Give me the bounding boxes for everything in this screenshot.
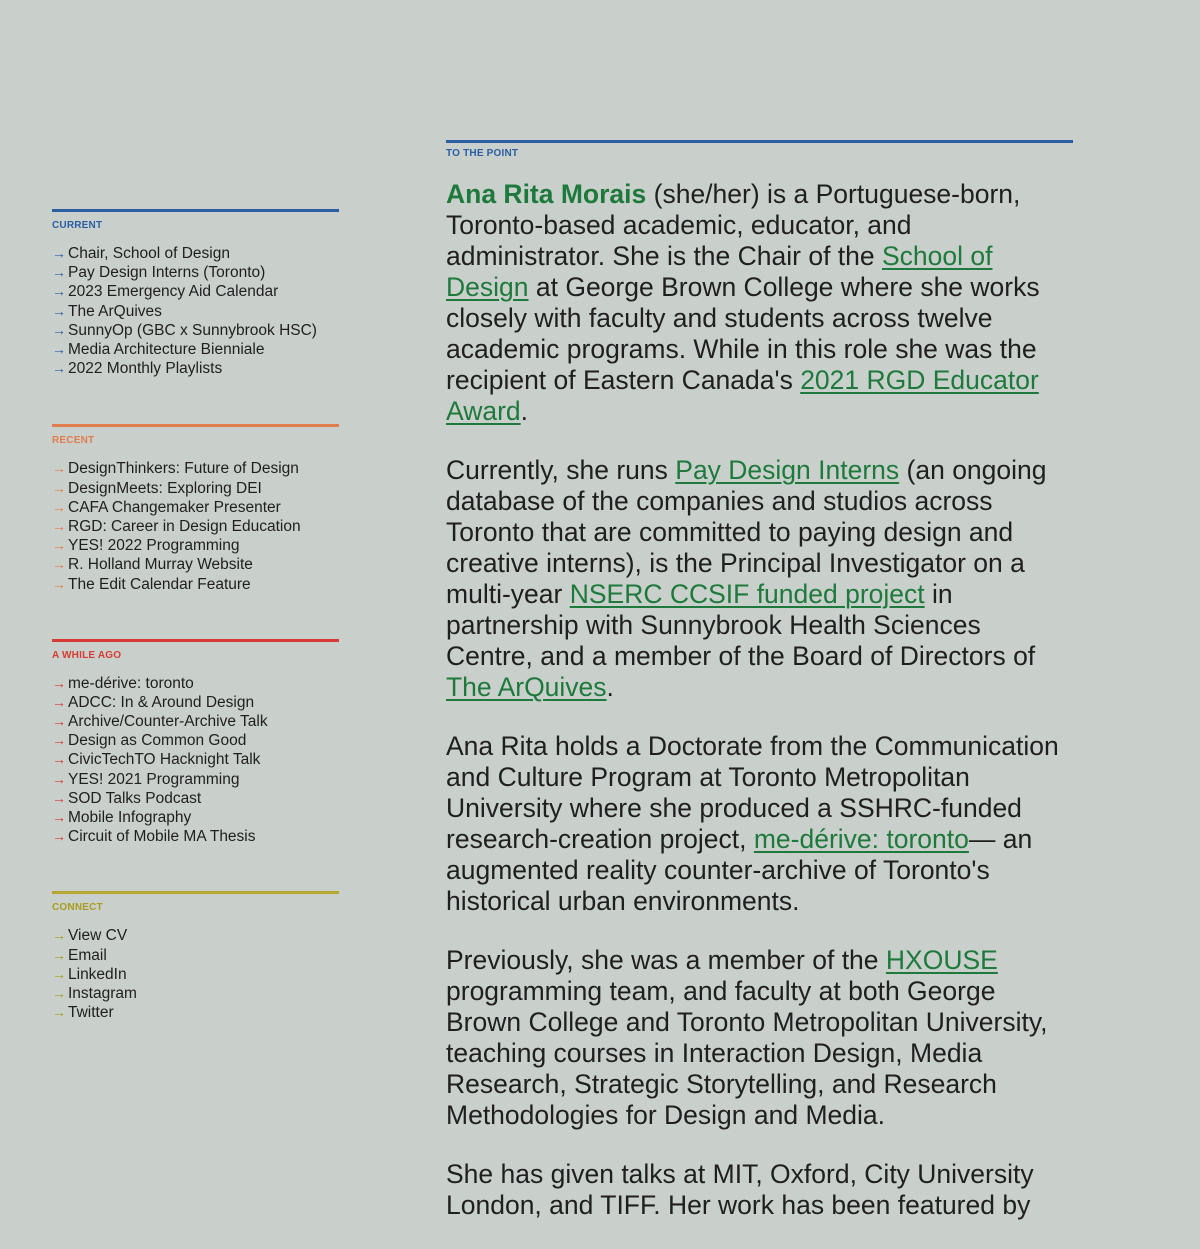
arrow-right-icon: →: [52, 984, 66, 1001]
arrow-right-icon: →: [52, 965, 66, 982]
arrow-right-icon: →: [52, 264, 66, 281]
sidebar-link-label: Instagram: [68, 984, 137, 1002]
arrow-right-icon: →: [52, 479, 66, 496]
section-connect: [52, 891, 339, 1022]
arrow-right-icon: →: [52, 674, 66, 691]
sidebar-link[interactable]: [52, 555, 339, 574]
arrow-right-icon: →: [52, 341, 66, 358]
sidebar-link[interactable]: [52, 770, 339, 789]
sidebar: [52, 209, 339, 1022]
sidebar-link-label: The Edit Calendar Feature: [68, 575, 251, 593]
bio-text: .: [606, 672, 614, 702]
section-heading-current: CURRENT: [52, 220, 103, 231]
sidebar-link[interactable]: [52, 1003, 339, 1022]
bio-text: (she/her) is a Portuguese-born, Toronto-based academic, educator, and administrator. She is the Chair of the: [446, 179, 1021, 271]
arrow-right-icon: →: [52, 809, 66, 826]
arrow-right-icon: →: [52, 713, 66, 730]
section-heading-connect: CONNECT: [52, 902, 103, 914]
sidebar-link-label: Chair, School of Design: [68, 245, 230, 263]
arrow-right-icon: →: [52, 770, 66, 787]
arrow-right-icon: →: [52, 751, 66, 768]
sidebar-link[interactable]: [52, 359, 339, 378]
arrow-right-icon: →: [52, 517, 66, 534]
sidebar-link[interactable]: [52, 750, 339, 769]
connect-list: [52, 926, 339, 1022]
sidebar-link-label: Pay Design Interns (Toronto): [68, 264, 266, 282]
bio-text: (an ongoing database of the companies and studios across Toronto that are committed to paying design and creative interns), is the Principal Investigator on a multi-year: [446, 455, 1047, 609]
sidebar-link[interactable]: [52, 731, 339, 750]
section-current: [52, 209, 339, 378]
arrow-right-icon: →: [52, 789, 66, 806]
bio-text: in partnership with Sunnybrook Health Sciences Centre, and a member of the Board of Directors of: [446, 579, 1036, 671]
sidebar-link-label: ADCC: In & Around Design: [68, 693, 255, 711]
sidebar-link[interactable]: [52, 984, 339, 1003]
section-heading-recent: RECENT: [52, 435, 95, 447]
sidebar-link[interactable]: [52, 965, 339, 984]
arrow-right-icon: →: [52, 575, 66, 592]
sidebar-link[interactable]: [52, 459, 339, 478]
sidebar-link[interactable]: [52, 808, 339, 827]
bio-text: She has given talks at MIT, Oxford, City University London, and TIFF. Her work has been featured by: [446, 1159, 1034, 1220]
bio-paragraph-4: [446, 945, 1073, 1131]
sidebar-link[interactable]: [52, 498, 339, 517]
sidebar-link-label: CAFA Changemaker Presenter: [68, 498, 281, 516]
section-a-while-ago: [52, 639, 339, 847]
sidebar-link-label: CivicTechTO Hacknight Talk: [68, 751, 261, 769]
sidebar-link[interactable]: [52, 674, 339, 693]
section-recent: [52, 424, 339, 593]
sidebar-link-label: The ArQuives: [68, 302, 162, 320]
sidebar-link[interactable]: [52, 926, 339, 945]
person-name: Ana Rita Morais: [446, 179, 647, 209]
sidebar-link[interactable]: [52, 693, 339, 712]
sidebar-link[interactable]: [52, 244, 339, 263]
arrow-right-icon: →: [52, 927, 66, 944]
arrow-right-icon: →: [52, 556, 66, 573]
sidebar-link[interactable]: [52, 340, 339, 359]
a-while-ago-list: [52, 674, 339, 847]
sidebar-link-label: Circuit of Mobile MA Thesis: [68, 828, 256, 846]
arrow-right-icon: →: [52, 693, 66, 710]
sidebar-link-label: View CV: [68, 927, 128, 945]
arrow-right-icon: →: [52, 537, 66, 554]
bio-text: at George Brown College where she works closely with faculty and students across twelve academic programs. While in this role she was the recipient of Eastern Canada's: [446, 272, 1040, 395]
sidebar-link[interactable]: [52, 282, 339, 301]
sidebar-link-label: Media Architecture Bienniale: [68, 341, 265, 359]
main-divider: [446, 140, 1073, 161]
pay-design-interns-link[interactable]: Pay Design Interns: [675, 455, 900, 485]
sidebar-link-label: SOD Talks Podcast: [68, 789, 202, 807]
sidebar-link-label: YES! 2021 Programming: [68, 770, 240, 788]
sidebar-link-label: 2022 Monthly Playlists: [68, 360, 223, 378]
sidebar-link[interactable]: [52, 946, 339, 965]
sidebar-link-label: SunnyOp (GBC x Sunnybrook HSC): [68, 321, 317, 339]
sidebar-link[interactable]: [52, 263, 339, 282]
bio-text: Currently, she runs: [446, 455, 676, 485]
sidebar-link[interactable]: [52, 574, 339, 593]
sidebar-link-label: RGD: Career in Design Education: [68, 517, 301, 535]
bio-paragraph-1: [446, 179, 1073, 427]
sidebar-link-label: Archive/Counter-Archive Talk: [68, 713, 268, 731]
sidebar-link[interactable]: [52, 302, 339, 321]
section-heading-a-while-ago: A WHILE AGO: [52, 649, 122, 661]
sidebar-link-label: R. Holland Murray Website: [68, 556, 253, 574]
sidebar-link[interactable]: [52, 827, 339, 846]
bio-paragraph-5: [446, 1159, 1073, 1221]
sidebar-link-label: Twitter: [68, 1004, 114, 1022]
bio-text: — an augmented reality counter-archive of Toronto's historical urban environments.: [446, 824, 1033, 916]
school-of-design-link[interactable]: School of Design: [446, 241, 993, 302]
arrow-right-icon: →: [52, 946, 66, 963]
sidebar-link[interactable]: [52, 536, 339, 555]
sidebar-link-label: Email: [68, 946, 107, 964]
arrow-right-icon: →: [52, 302, 66, 319]
arrow-right-icon: →: [52, 1004, 66, 1021]
sidebar-link-label: me-dérive: toronto: [68, 674, 194, 692]
bio-text: programming team, and faculty at both George Brown College and Toronto Metropolitan University, teaching courses in Interaction Design, Media Research, Strategic Storytelling, and Research Methodologies for Design and Media.: [446, 976, 1048, 1130]
arrow-right-icon: →: [52, 283, 66, 300]
nserc-project-link[interactable]: NSERC CCSIF funded project: [569, 579, 925, 609]
sidebar-link-label: DesignThinkers: Future of Design: [68, 460, 299, 478]
sidebar-link-label: 2023 Emergency Aid Calendar: [68, 283, 279, 301]
hxouse-link[interactable]: HXOUSE: [885, 945, 998, 975]
sidebar-link[interactable]: [52, 789, 339, 808]
arrow-right-icon: →: [52, 732, 66, 749]
bio-text: Previously, she was a member of the: [446, 945, 886, 975]
arrow-right-icon: →: [52, 321, 66, 338]
bio-text: Ana Rita holds a Doctorate from the Communication and Culture Program at Toronto Metropolitan University where she produced a SSHRC-funded research-creation project,: [446, 731, 1059, 854]
sidebar-link[interactable]: [52, 712, 339, 731]
bio-paragraph-2: [446, 455, 1073, 703]
main-heading: TO THE POINT: [446, 148, 519, 159]
recent-list: [52, 459, 339, 593]
arrow-right-icon: →: [52, 460, 66, 477]
sidebar-link[interactable]: [52, 479, 339, 498]
sidebar-link-label: Mobile Infography: [68, 809, 192, 827]
sidebar-link-label: Design as Common Good: [68, 732, 247, 750]
me-derive-link[interactable]: me-dérive: toronto: [753, 824, 969, 854]
bio-text: .: [520, 396, 529, 426]
arquives-link[interactable]: The ArQuives: [446, 672, 607, 702]
current-list: [52, 244, 339, 378]
sidebar-link[interactable]: [52, 517, 339, 536]
arrow-right-icon: →: [52, 245, 66, 262]
sidebar-link[interactable]: [52, 321, 339, 340]
arrow-right-icon: →: [52, 360, 66, 377]
arrow-right-icon: →: [52, 498, 66, 515]
main-content: [446, 140, 1073, 1249]
bio-paragraph-3: [446, 731, 1073, 917]
sidebar-link-label: LinkedIn: [68, 965, 127, 983]
rgd-educator-award-link[interactable]: 2021 RGD Educator Award: [446, 365, 1039, 426]
arrow-right-icon: →: [52, 828, 66, 845]
sidebar-link-label: YES! 2022 Programming: [68, 537, 240, 555]
sidebar-link-label: DesignMeets: Exploring DEI: [68, 479, 262, 497]
